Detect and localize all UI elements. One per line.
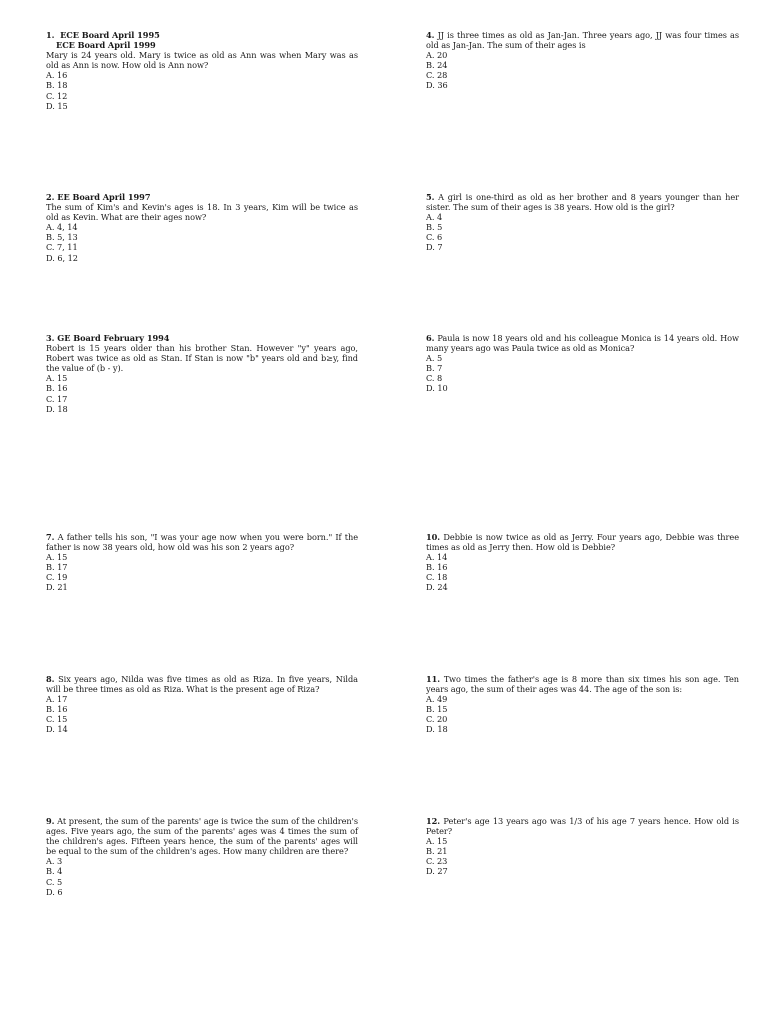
option-b: B. 4	[46, 866, 63, 877]
option-c: C. 8	[426, 373, 443, 384]
problem-number: 4.	[426, 30, 435, 40]
board-source: ECE Board April 1999	[56, 40, 156, 51]
option-c: C. 28	[426, 70, 448, 81]
option-b: B. 18	[46, 80, 68, 91]
option-b: B. 17	[46, 562, 68, 573]
question-text: Six years ago, Nilda was five times as old as Riza. In five years, Nilda will be three times as old as Riza. What is the present age of Riza?	[46, 674, 358, 695]
option-d: D. 18	[46, 403, 68, 414]
option-b: B. 15	[426, 704, 448, 715]
answer-options	[46, 694, 358, 734]
problem-10	[426, 532, 739, 593]
option-a: A. 14	[426, 552, 448, 563]
option-a: A. 15	[426, 836, 448, 847]
problem-11	[426, 674, 739, 735]
option-a: A. 4, 14	[46, 222, 78, 233]
option-d: D. 10	[426, 383, 448, 394]
option-a: A. 20	[426, 50, 448, 61]
problem-5	[426, 192, 739, 253]
option-c: C. 18	[426, 572, 448, 583]
option-d: D. 15	[46, 100, 68, 111]
answer-options	[46, 70, 358, 110]
option-c: C. 23	[426, 856, 448, 867]
option-b: B. 5	[426, 222, 443, 233]
problem-number: 1.	[46, 30, 55, 40]
problem-1	[46, 30, 358, 111]
question-text: The sum of Kim's and Kevin's ages is 18. In 3 years, Kim will be twice as old as Kevin. What are their ages now?	[46, 202, 358, 223]
board-source: EE Board April 1997	[57, 192, 151, 202]
option-d: D. 6	[46, 886, 63, 897]
problem-number: 2.	[46, 192, 55, 202]
option-c: C. 15	[46, 714, 68, 725]
option-a: A. 49	[426, 694, 448, 705]
option-a: A. 4	[426, 212, 443, 223]
answer-options	[426, 836, 739, 876]
option-d: D. 18	[426, 724, 448, 735]
problem-6	[426, 333, 739, 394]
option-c: C. 5	[46, 876, 63, 887]
option-d: D. 7	[426, 242, 443, 253]
problem-number: 7.	[46, 532, 55, 542]
problem-3	[46, 333, 358, 414]
problem-number: 11.	[426, 674, 441, 684]
option-c: C. 12	[46, 90, 68, 101]
problem-number: 10.	[426, 532, 441, 542]
problem-number: 5.	[426, 192, 435, 202]
problem-number: 9.	[46, 816, 55, 826]
answer-options	[426, 552, 739, 592]
answer-options	[46, 856, 358, 896]
problem-7	[46, 532, 358, 593]
problem-3-header	[46, 333, 358, 343]
option-b: B. 16	[46, 704, 68, 715]
option-a: A. 15	[46, 373, 68, 384]
question-text: A girl is one-third as old as her brother and 8 years younger than her sister. The sum of their ages is 38 years. How old is the girl?	[426, 192, 739, 213]
option-a: A. 3	[46, 856, 63, 867]
option-d: D. 27	[426, 866, 448, 877]
option-d: D. 21	[46, 582, 68, 593]
option-d: D. 14	[46, 724, 68, 735]
question-text: Mary is 24 years old. Mary is twice as old as Ann was when Mary was as old as Ann is now. How old is Ann now?	[46, 50, 358, 71]
option-d: D. 36	[426, 80, 448, 91]
option-c: C. 20	[426, 714, 448, 725]
problem-number: 3.	[46, 333, 55, 343]
problem-2	[46, 192, 358, 263]
option-a: A. 16	[46, 70, 68, 81]
answer-options	[46, 552, 358, 592]
option-b: B. 24	[426, 60, 448, 71]
option-c: C. 19	[46, 572, 68, 583]
question-text: Robert is 15 years older than his brother Stan. However "y" years ago, Robert was twice as old as Stan. If Stan is now "b" years old and b≥y, find the value of (b - y).	[46, 343, 358, 374]
option-b: B. 21	[426, 846, 448, 857]
option-c: C. 17	[46, 393, 68, 404]
question-text: Paula is now 18 years old and his colleague Monica is 14 years old. How many years ago was Paula twice as old as Monica?	[426, 333, 740, 354]
problem-2-header	[46, 192, 358, 202]
answer-options	[46, 222, 358, 262]
question-text: A father tells his son, "I was your age now when you were born." If the father is now 38 years old, how old was his son 2 years ago?	[46, 532, 359, 553]
option-a: A. 15	[46, 552, 68, 563]
option-a: A. 17	[46, 694, 68, 705]
problem-12	[426, 816, 739, 877]
problem-number: 8.	[46, 674, 55, 684]
option-a: A. 5	[426, 353, 443, 364]
problem-8	[46, 674, 358, 735]
answer-options	[426, 50, 739, 90]
option-b: B. 5, 13	[46, 232, 78, 243]
board-source: ECE Board April 1995	[60, 30, 160, 40]
problem-9	[46, 816, 358, 897]
option-d: D. 6, 12	[46, 252, 78, 263]
question-text: JJ is three times as old as Jan-Jan. Three years ago, JJ was four times as old as Jan-Jan. The sum of their ages is	[426, 30, 739, 51]
question-text: At present, the sum of the parents' age is twice the sum of the children's ages. Five years ago, the sum of the parents' ages was 4 times the sum of the children's ages. Fifteen years hence, the sum of the parents' ages will be equal to the sum of the children's ages. How many children are there?	[46, 816, 358, 857]
question-text: Debbie is now twice as old as Jerry. Four years ago, Debbie was three times as old as Jerry then. How old is Debbie?	[426, 532, 739, 553]
question-text: Two times the father's age is 8 more than six times his son age. Ten years ago, the sum of their ages was 44. The age of the son is:	[426, 674, 739, 695]
question-text: Peter's age 13 years ago was 1/3 of his age 7 years hence. How old is Peter?	[426, 816, 739, 837]
option-b: B. 16	[426, 562, 448, 573]
problem-1-header	[46, 30, 358, 40]
option-b: B. 7	[426, 363, 443, 374]
problem-4	[426, 30, 739, 91]
answer-options	[426, 694, 739, 734]
board-source: GE Board February 1994	[57, 333, 170, 343]
option-b: B. 16	[46, 383, 68, 394]
problem-number: 12.	[426, 816, 441, 826]
option-d: D. 24	[426, 582, 448, 593]
answer-options	[426, 212, 739, 252]
answer-options	[46, 373, 358, 413]
problem-number: 6.	[426, 333, 435, 343]
option-c: C. 6	[426, 232, 443, 243]
answer-options	[426, 353, 739, 393]
option-c: C. 7, 11	[46, 242, 78, 253]
